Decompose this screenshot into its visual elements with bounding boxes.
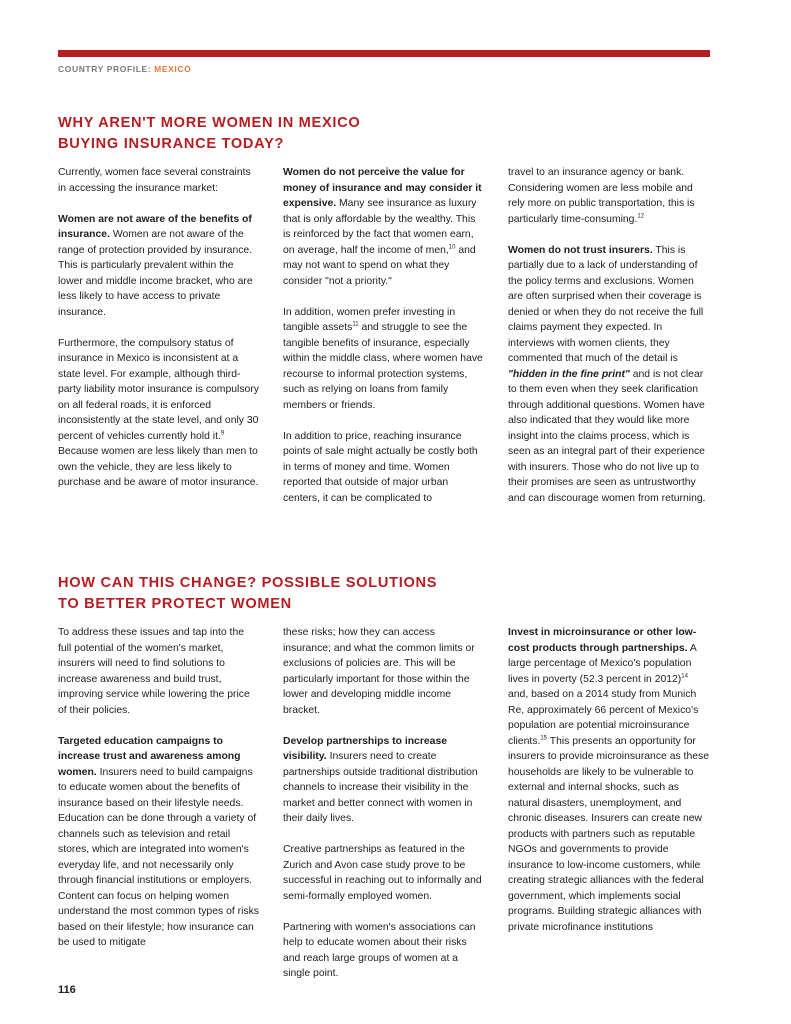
paragraph-lead: Women are not aware of the benefits of insurance. bbox=[58, 213, 252, 240]
paragraph: Furthermore, the compulsory status of insurance in Mexico is inconsistent at a state level. For example, although third-party liability motor insurance is compulsory on all federal roads, it is enforced inconsistently at the state level, and only 30 percent of vehicles currently hold it.$^9$ Because women are less likely than men to own the vehicle, they are less likely to purchase and be aware of motor insurance. bbox=[58, 337, 259, 488]
paragraph: Women do not perceive the value for money of insurance and may consider it expensive. Many see insurance as luxury that is only affordable by the wealthy. This is reinforced by the fact that women earn, on average, half the income of men,$^{10}$ and may not want to spend on what they consider "not a priority." bbox=[283, 167, 482, 287]
paragraph: In addition, women prefer investing in tangible assets$^{11}$ and struggle to see the tangible benefits of insurance, especially within the middle class, where women have recourse to informal protection systems, such as relying on loans from family members or friends. bbox=[283, 306, 483, 411]
kicker-country: MEXICO bbox=[154, 64, 192, 74]
paragraph: Women are not aware of the benefits of insurance. Women are not aware of the range of protection provided by insurance. This is particularly prevalent within the lower and middle income bracket, who are less likely to have access to private insurance. bbox=[58, 213, 253, 318]
section1-column-1 bbox=[58, 165, 260, 491]
paragraph: Partnering with women's associations can help to educate women about their risks and reach large groups of women at a single point. bbox=[283, 921, 476, 979]
paragraph: Women do not trust insurers. This is partially due to a lack of understanding of the policy terms and exclusions. Women are often surprised when their coverage is denied or when they do not receive the full claims payment they expected. In interviews with women clients, they commented that much of the detail is "hidden in the fine print" and is not clear to them even when they seek clarification through additional questions. Women have also indicated that they would like more insight into the claims process, which is seen as an integral part of their experience with insurers. Those who do not live up to their promises are seen as untrustworthy and can discourage women from returning. bbox=[508, 244, 706, 504]
paragraph: these risks; how they can access insurance; and what the common limits or exclusions of policies are. This will be particularly important for those within the lower and developing middle income bracket. bbox=[283, 627, 475, 716]
section-kicker bbox=[58, 64, 191, 74]
section1-heading bbox=[58, 113, 360, 154]
footnote-ref: 10 bbox=[448, 244, 456, 251]
paragraph: To address these issues and tap into the full potential of the women's market, insurers will need to find solutions to increase awareness and build trust, improving service while lowering the price of their policies. bbox=[58, 627, 250, 716]
footnote-ref: 9 bbox=[220, 430, 225, 437]
footnote-ref: 15 bbox=[540, 735, 548, 742]
section1-column-2 bbox=[283, 165, 485, 506]
paragraph-lead: Targeted education campaigns to increase trust and awareness among women. bbox=[58, 735, 241, 778]
section2-heading-line2: TO BETTER PROTECT WOMEN bbox=[58, 595, 292, 612]
paragraph-lead: Women do not perceive the value for money of insurance and may consider it expensive. bbox=[283, 167, 482, 209]
section2-column-2 bbox=[283, 625, 485, 982]
footnote-ref: 14 bbox=[681, 673, 688, 680]
paragraph-lead: Develop partnerships to increase visibility. bbox=[283, 735, 447, 762]
emphasis-quote: "hidden in the fine print" bbox=[508, 368, 630, 380]
paragraph: Targeted education campaigns to increase trust and awareness among women. Insurers need to build campaigns to educate women about the benefits of insurance based on their lifestyle needs. Education can be done through a variety of channels such as television and retail stores, which are integrated into women's everyday life, and not necessarily only through financial institutions or employers. Content can focus on helping women understand the most common types of risks based on their lifestyle; how insurance can be used to mitigate bbox=[58, 735, 259, 948]
paragraph: Creative partnerships as featured in the Zurich and Avon case study prove to be successful in reaching out to informally and semi-formally employed women. bbox=[283, 844, 482, 902]
section1-heading-line2: BUYING INSURANCE TODAY? bbox=[58, 135, 285, 152]
section1-heading-line1: WHY AREN'T MORE WOMEN IN MEXICO bbox=[58, 115, 361, 131]
page-number: 116 bbox=[58, 984, 76, 996]
section1-column-3 bbox=[508, 165, 710, 506]
kicker-prefix: COUNTRY PROFILE: bbox=[58, 64, 155, 74]
section2-heading-line1: HOW CAN THIS CHANGE? POSSIBLE SOLUTIONS bbox=[58, 575, 438, 591]
paragraph: travel to an insurance agency or bank. Considering women are less mobile and rely more on public transportation, this is particularly time-consuming.$^{12}$ bbox=[508, 167, 695, 225]
paragraph: Invest in microinsurance or other low-cost products through partnerships. A large percentage of Mexico's population lives in poverty (52.3 percent in 2012)$^{14}$ and, based on a 2014 study from Munich Re, approximately 66 percent of Mexico's population are potential microinsurance clients.$^{15}$ This presents an opportunity for insurers to provide microinsurance as these households are likely to be vulnerable to external and internal shocks, such as natural disasters, unemployment, and chronic diseases. Insurers can create new products with partners such as reputable NGOs and governments to provide insurance to low-income customers, while creating strategic alliances with the federal government, which implements social programs. Building strategic alliances with private microfinance institutions bbox=[508, 627, 709, 933]
footnote-ref: 12 bbox=[637, 213, 645, 220]
paragraph-lead: Invest in microinsurance or other low-cost products through partnerships. bbox=[508, 627, 697, 654]
footnote-ref: 11 bbox=[352, 321, 359, 328]
top-accent-bar bbox=[58, 50, 710, 57]
paragraph: In addition to price, reaching insurance points of sale might actually be costly both in terms of money and time. Women reported that outside of major urban centers, it can be complicated to bbox=[283, 430, 478, 504]
paragraph: Currently, women face several constraints in accessing the insurance market: bbox=[58, 167, 251, 194]
section2-column-1 bbox=[58, 625, 260, 951]
section2-heading bbox=[58, 573, 437, 614]
paragraph-lead: Women do not trust insurers. bbox=[508, 244, 653, 256]
paragraph: Develop partnerships to increase visibility. Insurers need to create partnerships outside traditional distribution channels to increase their visibility in the market and better connect with women in their daily lives. bbox=[283, 735, 478, 824]
section2-column-3 bbox=[508, 625, 710, 935]
